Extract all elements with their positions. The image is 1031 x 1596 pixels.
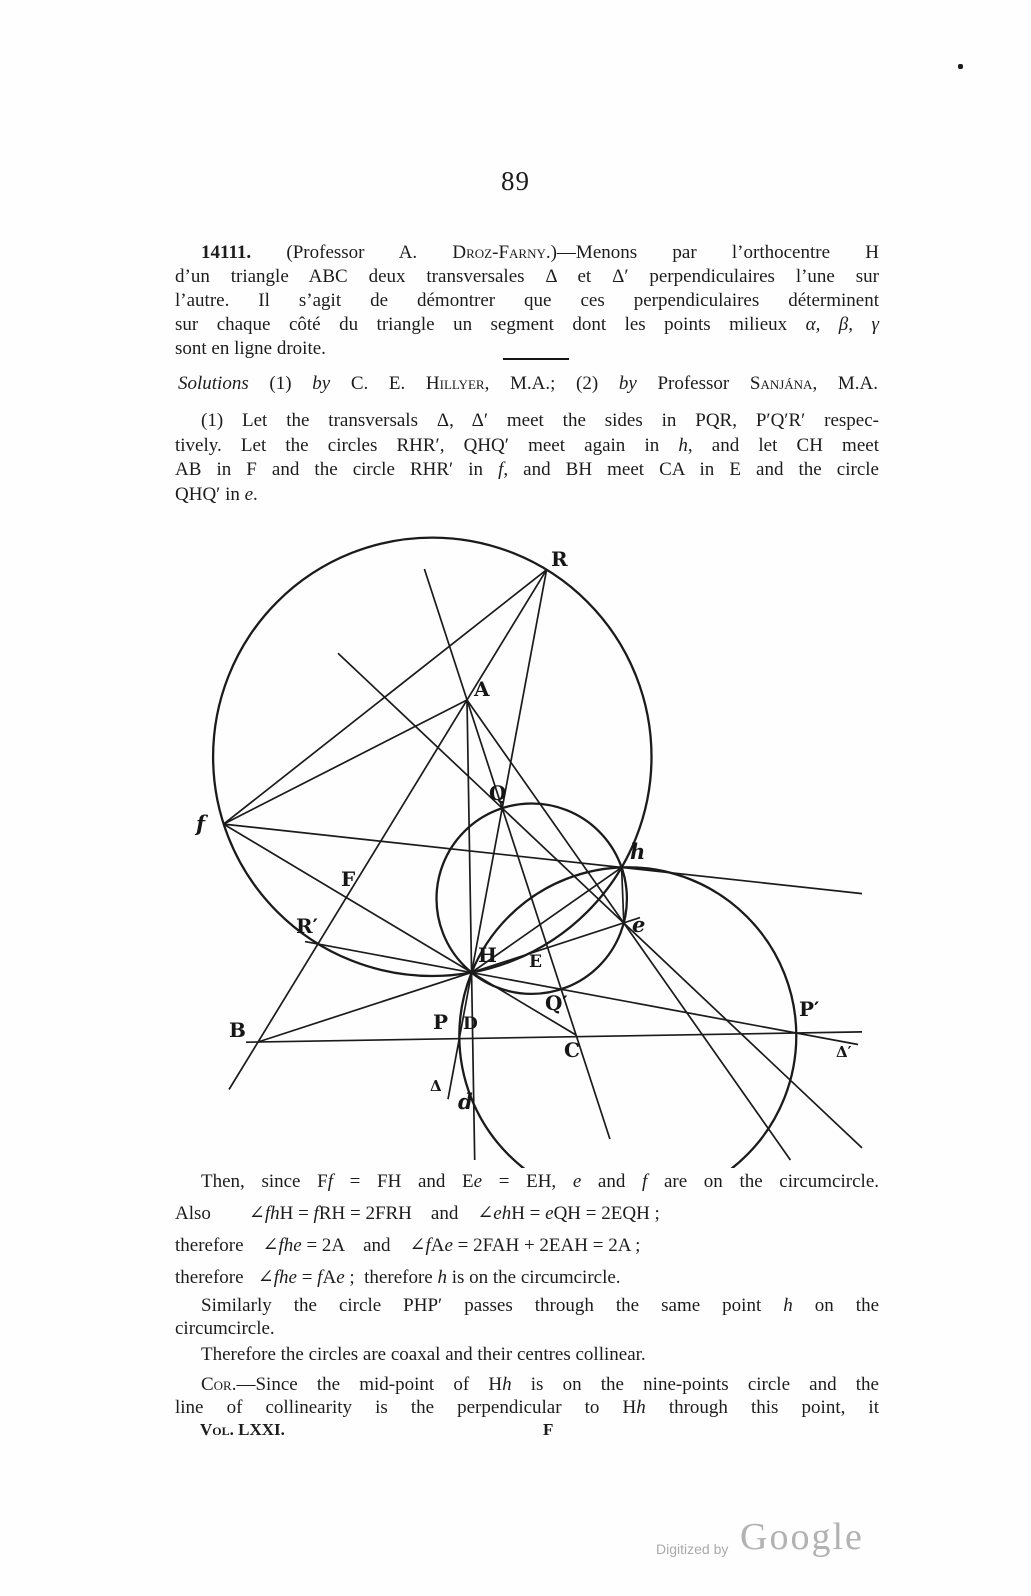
problem-line-1: 14111. (Professor A. Droz-Farny.)—Menons par l’orthocentre H: [201, 242, 879, 263]
footer-volume: Vol. LXXI.: [200, 1420, 285, 1439]
proof-line-2: Also ∠fhH = fRH = 2FRH and ∠ehH = eQH = 2EQH ;: [175, 1203, 660, 1224]
label-E: E: [529, 952, 542, 972]
label-B: B: [229, 1018, 246, 1042]
label-Q: Q: [489, 781, 507, 805]
problem-line-4: sur chaque côté du triangle un segment dont les points milieux α, β, γ: [175, 314, 879, 335]
proof-line-4: therefore ∠fhe = fAe ; therefore h is on the circumcircle.: [175, 1267, 621, 1288]
corollary-line-1: Cor.—Since the mid-point of Hh is on the nine-points circle and the: [201, 1374, 879, 1395]
solution-line-4: QHQ′ in e.: [175, 483, 258, 505]
author-name: Droz-Farny: [452, 242, 546, 263]
proof-line-5b: circumcircle.: [175, 1318, 275, 1339]
label-F: F: [341, 867, 356, 891]
problem-line-3: l’autre. Il s’agit de démontrer que ces perpendiculaires déterminent: [175, 290, 879, 311]
corollary-line-2: line of collinearity is the perpendicular to Hh through this point, it: [175, 1397, 879, 1418]
proof-line-6: Therefore the circles are coaxal and their centres collinear.: [201, 1344, 646, 1365]
line-Q-e: [338, 653, 862, 1148]
label-P: P: [433, 1010, 449, 1034]
solution-line-1: (1) Let the transversals Δ, Δ′ meet the sides in PQR, P′Q′R′ respec-: [201, 410, 879, 431]
label-Q-prime: Q′: [545, 991, 568, 1015]
label-R-prime: R′: [296, 914, 318, 938]
signature-mark: F: [543, 1420, 554, 1439]
proof-line-3: therefore ∠fhe = 2A and ∠fAe = 2FAH + 2EAH = 2A ;: [175, 1235, 641, 1256]
corollary-marker: Cor: [201, 1374, 232, 1395]
line-A-e: [467, 700, 790, 1160]
digitized-by-text: Digitized by: [656, 1541, 729, 1557]
google-logo-text: Google: [740, 1516, 864, 1558]
line-side-BC: [246, 1032, 862, 1042]
line-side-AC: [424, 569, 610, 1139]
label-e: e: [632, 912, 646, 937]
problem-number: 14111.: [201, 242, 252, 263]
line-f-h: [224, 824, 862, 894]
scan-speck: [958, 64, 963, 69]
label-A: A: [474, 677, 490, 701]
greek-midpoints: α, β, γ: [805, 314, 879, 335]
label-f: f: [196, 811, 206, 836]
label-H: H: [478, 943, 497, 967]
line-altitude-CF: [224, 824, 576, 1035]
page-number: 89: [501, 166, 530, 196]
label-C: C: [564, 1038, 580, 1062]
label-delta-prime: Δ′: [836, 1043, 852, 1061]
label-R: R: [551, 547, 568, 571]
label-D: D: [463, 1014, 478, 1034]
proof-line-5: Similarly the circle PHP′ passes through the same point h on the: [201, 1295, 879, 1316]
label-d: d: [458, 1089, 473, 1114]
solutions-byline: Solutions (1) by C. E. Hillyer, M.A.; (2) by Professor Sanjána, M.A.: [178, 373, 878, 394]
line-transversal-delta-prime: [305, 942, 858, 1045]
solution-line-3: AB in F and the circle RHR′ in f, and BH meet CA in E and the circle: [175, 459, 879, 480]
label-delta: Δ: [430, 1077, 442, 1095]
label-h: h: [630, 839, 646, 864]
solution-line-2: tively. Let the circles RHR′, QHQ′ meet again in h, and let CH meet: [175, 434, 879, 456]
problem-line-5: sont en ligne droite.: [175, 338, 326, 359]
solver-name-2: Sanjána: [749, 373, 813, 394]
line-f-A: [224, 700, 467, 824]
label-P-prime: P′: [799, 997, 820, 1021]
solver-name-1: Hillyer: [425, 373, 485, 394]
problem-line-2: d’un triangle ABC deux transversales Δ et Δ′ perpendiculaires l’une sur: [175, 266, 879, 287]
proof-line-1: Then, since Ff = FH and Ee = EH, e and f are on the circumcircle.: [201, 1171, 879, 1192]
